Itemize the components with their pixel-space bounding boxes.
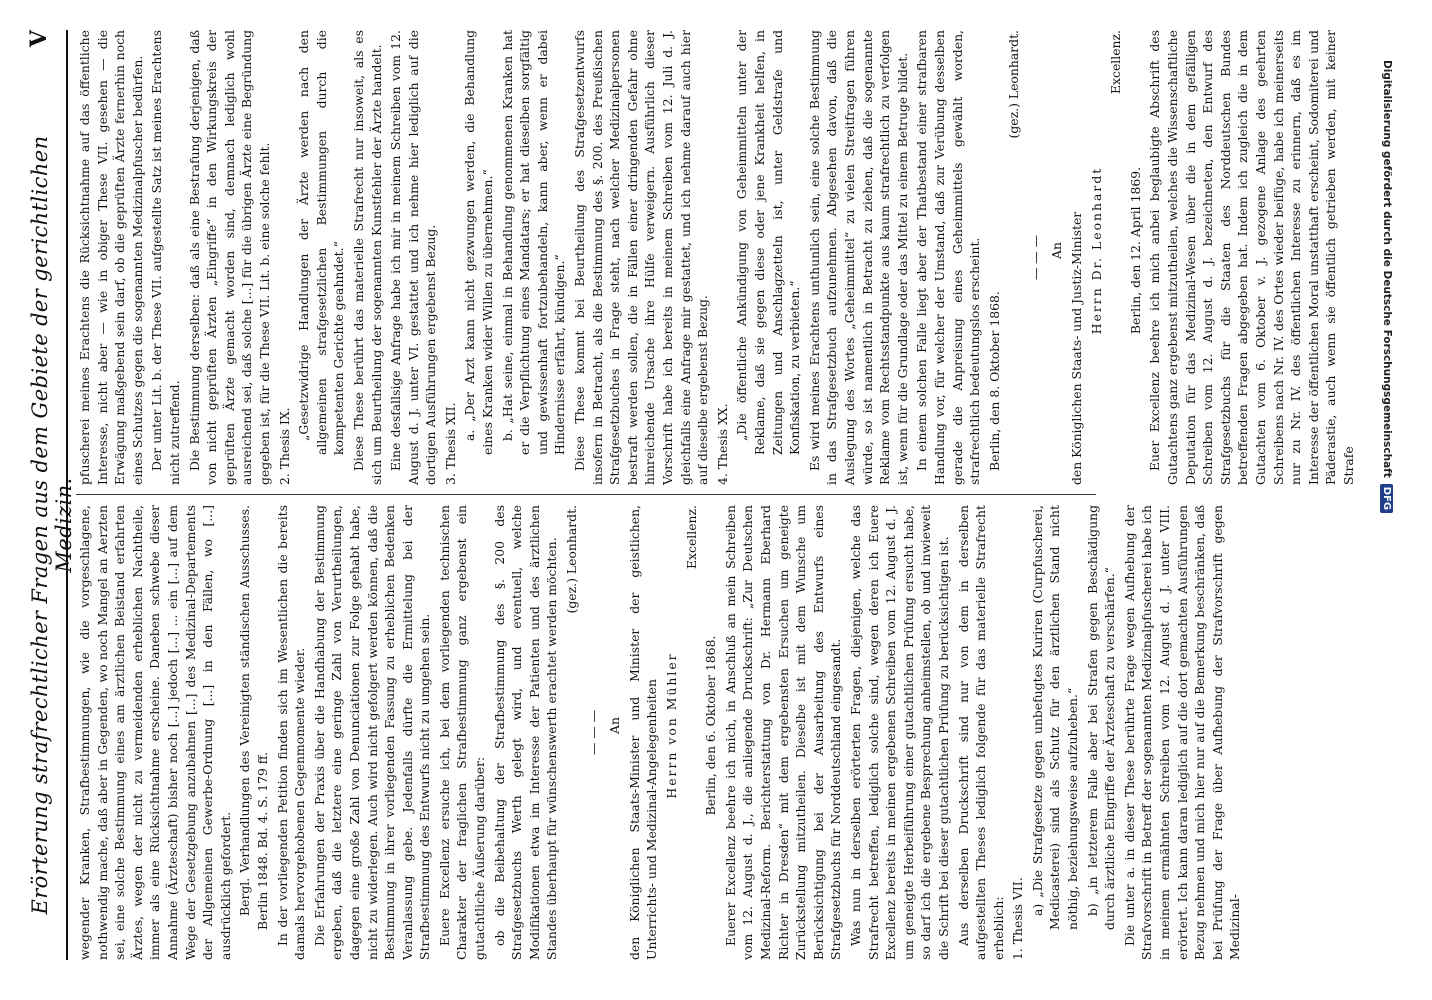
dateline: Berlin, den 12. April 1869. — [1127, 166, 1143, 335]
thesis-item: a. „Der Arzt kann nicht gezwungen werden, die Behandlung eines Kranken wider Willen zu übernehmen.“ — [462, 30, 496, 455]
addressee-an: An — [607, 717, 623, 734]
paragraph: Euerer Excellenz beehre ich mich, in Anschluß an mein Schreiben vom 12. August d. J., die anliegende Druckschrift: „Zur Deutschen Medizinal-Reform. Berichterstattung von Dr. Hermann Eberhard Richter in Dresden“ mit dem ergebensten Ersuchen um geneigte Zurückstellung mitzutheilen. Dieselbe ist mit dem Wunsche um Berücksichtigung bei der Ausarbeitung des Entwurfs eines Strafgesetzbuchs für Norddeutschland eingesandt. — [722, 505, 844, 960]
thesis-item: b) „in letzterem Falle aber bei Strafen gegen Beschädigung durch ärztliche Eingriffe der Ärzteschaft zu verschärfen.“ — [1084, 505, 1118, 930]
separator: — — — — [1027, 234, 1043, 281]
paragraph: Aus derselben Druckschrift sind nur von dem in derselben aufgestellten Theses lediglich folgende für das materielle Strafrecht erheblich: — [955, 505, 1006, 960]
thesis-heading: 4. Thesis XX. — [714, 403, 730, 485]
paragraph: wegender Kranken, Strafbestimmungen, wie die vorgeschlagene, nothwendig mache, daß aber in Gegenden, wo noch Mangel an Aerzten sei, eine solche Bestimmung eines am ärztlichen Beistand erfahrten Ärztes, wegen der nicht zu vermeidenden erheblichen Nachtheile, immer als eine Rücksichtnahme erscheine. Daneben schwebe dieser Annahme (Ärzteschaft) bisher noch [...] jedoch [...] ... ein [...] auf dem Wege der Gesetzgebung anzubahnen [...] des Medizinal-Departements der Allgemeinen Gewerbe-Ordnung [...] in den Fällen, wo [...] ausdrücklich gefordert. — [77, 505, 233, 960]
paragraph: Die Erfahrungen der Praxis über die Handhabung der Bestimmung ergeben, daß die letztere eine geringe Zahl von Verurtheilungen, dagegen eine große Zahl von Denunciationen zur Folge gehabt habe, nicht zu widerlegen. Auch wird nicht gefolgert werden können, daß die Bestimmung in ihrer vorliegenden Fassung zu erheblichen Bedenken Veranlassung gebe. Jedenfalls dürfte die Ermittelung bei der Strafbestimmung des Entwurfs nicht zu umgehen sein. — [311, 505, 433, 960]
dfg-logo: DFG — [1381, 484, 1394, 513]
paragraph: ob die Beibehaltung der Strafbestimmung des §. 200 des Strafgesetzbuchs Werth gelegt wird, und eventuell, welche Modifikationen etwa im Interesse der Patienten und des ärztlichen Standes überhaupt für wünschenswerth erachtet werden möchten. — [491, 505, 560, 960]
page-number: V — [26, 30, 52, 48]
signature: (gez.) Leonhardt. — [1006, 30, 1022, 139]
addressee-name: Herrn Dr. Leonhardt — [1088, 166, 1104, 335]
addressee-name: Herrn von Mühler — [664, 652, 679, 799]
paragraph: Diese These kommt bei Beurtheilung des Strafgesetzentwurfs insofern in Betracht, als die Bestimmung des §. 200. des Preußischen Strafgesetzbuches in Frage steht, nach welcher Medizinalpersonen bestraft werden sollen, die in Fällen einer dringenden Gefahr ohne hinreichende Ursache ihre Hülfe verweigern. Ausführlich dieser Vorschrift habe ich bereits in meinem Schreiben vom 12. Juli d. J. gleichfalls eine Anfrage mir gestattet, und ich nehme darauf auch hier auf dieselbe ergebenst Bezug. — [572, 30, 711, 485]
page-header — [20, 30, 76, 960]
paragraph: Diese These berührt das materielle Strafrecht nur insoweit, als es sich um Beurtheilung der sogenannten Kunstfehler der Ärzte handelt. — [350, 30, 384, 485]
running-title: Erörterung strafrechtlicher Fragen aus dem Gebiete der gerichtlichen Medizin. — [28, 135, 76, 915]
signature: (gez.) Leonhardt. — [564, 505, 580, 614]
paragraph: Der unter Lit. b. der These VII. aufgestellte Satz ist meines Erachtens nicht zutreffend. — [149, 30, 182, 485]
thesis-quote: „Gesetzwidrige Handlungen der Ärzte werden nach den allgemeinen strafgesetzlichen Bestimmungen durch die kompetenten Gerichte geahndet.“ — [296, 30, 347, 455]
citation: Bergl. Verhandlungen des Vereinigten ständischen Ausschusses. Berlin 1848. Bd. 4. S. 179 ff. — [237, 505, 270, 930]
column-divider — [76, 494, 1096, 495]
salutation: Excellenz. — [683, 505, 699, 570]
paragraph: In einem solchen Falle liegt aber der Thatbestand einer strafbaren Handlung vor, für welcher der Umstand, daß zur Verübung desselben gerade die Anpreisung eines Geheimmittels gewählt worden, strafrechtlich bedeutungslos erscheint. — [914, 30, 983, 485]
thesis-item: a) „Die Strafgesetze gegen unbefugtes Kuriren (Curpfuscherei, Medicasterei) sind als Schutz für den ärztlichen Stand nicht nöthig, beziehungsweise aufzuheben.“ — [1029, 505, 1081, 930]
paragraph: Eine desfallsige Anfrage habe ich mir in meinem Schreiben vom 12. August d. J. unter VI. gestattet und ich nehme hier lediglich auf die dortigen Ausführungen ergebenst Bezug. — [388, 30, 439, 485]
thesis-item: b. „Hat seine, einmal in Behandlung genommenen Kranken hat er die Verpflichtung eines Mandatars; er hat dieselben sorgfältig und gewissenhaft fortzubehandeln, kann aber, wenn er dabei Hindernisse erfährt, kündigen.“ — [499, 30, 568, 455]
separator: — — — — [585, 709, 601, 756]
salutation: Excellenz. — [1108, 30, 1124, 95]
dateline: Berlin, den 6. Oktober 1868. — [703, 635, 719, 816]
paragraph: Euere Excellenz ersuche ich, bei dem vorliegenden technischen Charakter der fraglichen Strafbestimmung ganz ergebenst ein gutachtliche Äußerung darüber: — [436, 505, 488, 960]
paragraph: Euer Excellenz beehre ich mich anbei beglaubigte Abschrift des Gutachtens ganz ergebenst mitzutheilen, welches die Wissenschaftliche Deputation für das Medizinal-Wesen über die in dem gefälligen Schreiben vom 12. August d. J. bezeichneten, den Entwurf des Strafgesetzbuchs für die Staaten des Norddeutschen Bundes betreffenden Fragen abgegeben hat. Indem ich zugleich die in dem Gutachten vom 6. Oktober v. J. gezogene Anlage des geehrten Schreibens nach Nr. IV. des Ortes wieder beifüge, habe ich meinerseits nur zu Nr. IV. des öffentlichen Interesse zu erinnern, daß es im Interesse der öffentlichen Moral unstatthaft erscheint, Sodomiterei und Päderastie, auch wenn sie öffentlich getrieben werden, mit keiner Strafe — [1147, 30, 1356, 485]
thesis-heading: 3. Thesis XII. — [442, 402, 458, 485]
thesis-heading: 1. Thesis VII. — [1010, 877, 1026, 960]
thesis-quote: „Die öffentliche Ankündigung von Geheimmitteln unter der Reklame, daß sie gegen diese oder jene Krankheit helfen, in Zeitungen und Anschlagzetteln ist, unter Geldstrafe und Konfiskation, zu verbieten.“ — [734, 30, 803, 455]
thesis-heading: 2. Thesis IX. — [276, 407, 292, 485]
addressee: den Königlichen Staats- und Justiz-Minister — [1069, 211, 1085, 485]
paragraph: Die unter a. in dieser These berührte Frage wegen Aufhebung der Strafvorschrift in Betreff der sogenannten Medizinalpfuscherei habe ich in meinem ermähnten Schreiben vom 12. August d. J. unter VIII. erörtert. Ich kann daran lediglich auf die dort gemachten Ausführungen Bezug nehmen und mich hier nur auf die Bemerkung beschränken, daß bei Prüfung der Frage über Aufhebung der Strafvorschrift gegen Medizinal- — [1121, 505, 1243, 960]
credit-text: Digitalisierung gefördert durch die Deutsche Forschungsgemeinschaft — [1381, 60, 1393, 478]
addressee: den Königlichen Staats-Minister und Minister der geistlichen, Unterrichts- und Medizinal-Angelegenheiten — [626, 505, 660, 960]
paragraph: Die Bestimmung derselben: daß als eine Bestrafung derjenigen, daß von nicht geprüften Ärzten „Eingriffe“ in den Wirkungskreis der geprüften Ärzte gemacht worden sind, demnach lediglich wohl ausreichend sei, daß solche [...] für die übrigen Ärzte eine Begründung gegeben ist, für die These VII. Lit. b. eine solche fehlt. — [186, 30, 272, 485]
addressee-an: An — [1049, 242, 1065, 259]
paragraph: pfuscherei meines Erachtens die Rücksichtnahme auf das öffentliche Interesse, nicht aber — wie in obiger These VII. gesehen — die Erwägung maßgebend sein darf, ob die geprüften Ärzte fernerhin noch eines Schutzes gegen die sogenannten Medizinalpfuscher bedürfen. — [77, 30, 145, 485]
left-column — [76, 505, 1246, 960]
right-column — [76, 30, 1360, 485]
paragraph: Es wird meines Erachtens unthunlich sein, eine solche Bestimmung in das Strafgesetzbuch aufzunehmen. Abgesehen davon, daß die Auslegung des Wortes „Geheimmittel“ zu vielen Streitfragen führen würde, so ist namentlich in Betracht zu ziehen, daß die sogenannte Reklame vom Rechtsstandpunkte aus kaum strafrechtlich zu verfolgen ist, wenn für die Grundlage oder das Mittel zu einem Betruge bildet. — [806, 30, 910, 485]
dateline: Berlin, den 8. Oktober 1868. — [986, 291, 1002, 471]
digitization-credit — [1374, 60, 1400, 920]
paragraph: In der vorliegenden Petition finden sich im Wesentlichen die bereits damals hervorgehobenen Gegenmomente wieder. — [274, 505, 308, 960]
paragraph: Was nun in derselben erörterten Fragen, diejenigen, welche das Strafrecht betreffen, lediglich solche sind, wegen deren ich Euere Excellenz bereits in meinen ergebenen Schreiben vom 12. August d. J. um geneigte Herbeiführung einer gutachtlichen Prüfung ersucht habe, so darf ich die ergebene Besprechung anheimstellen, ob und inwieweit die Schrift bei dieser gutachtlichen Prüfung zu berücksichtigen ist. — [847, 505, 951, 960]
